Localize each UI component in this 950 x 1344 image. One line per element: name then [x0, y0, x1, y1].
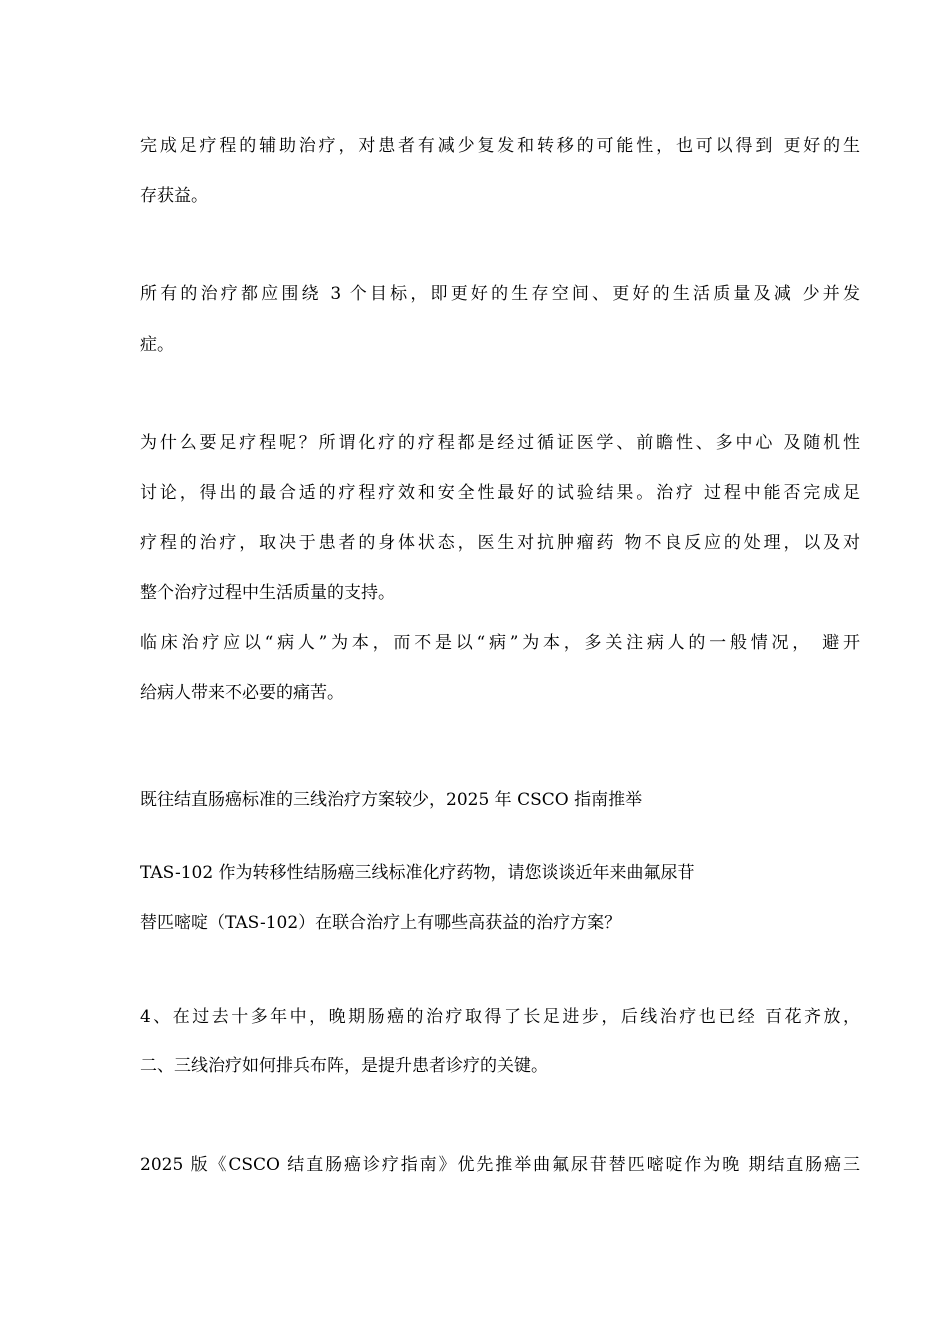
text-line-10: 给病人带来不必要的痛苦。 [140, 683, 344, 703]
text-line-12: TAS-102 作为转移性结肠癌三线标准化疗药物，请您谈谈近年来曲氟尿苷 [140, 863, 695, 883]
text-line-7: 疗程的治疗，取决于患者的身体状态，医生对抗肿瘤药 物不良反应的处理，以及对 [140, 533, 860, 553]
text-line-3: 所有的治疗都应围绕 3 个目标，即更好的生存空间、更好的生活质量及减 少并发 [140, 284, 860, 304]
text-line-8: 整个治疗过程中生活质量的支持。 [140, 583, 395, 603]
text-line-11: 既往结直肠癌标准的三线治疗方案较少，2025 年 CSCO 指南推举 [140, 790, 643, 810]
text-line-1: 完成足疗程的辅助治疗，对患者有减少复发和转移的可能性，也可以得到 更好的生 [140, 136, 860, 156]
text-line-9: 临床治疗应以“病人”为本，而不是以“病”为本，多关注病人的一般情况， 避开 [140, 633, 860, 653]
text-line-14: 4、在过去十多年中，晚期肠癌的治疗取得了长足进步，后线治疗也已经 百花齐放， [140, 1007, 860, 1027]
text-line-16: 2025 版《CSCO 结直肠癌诊疗指南》优先推举曲氟尿苷替匹嘧啶作为晚 期结直肠癌三 [140, 1155, 860, 1175]
text-line-6: 讨论，得出的最合适的疗程疗效和安全性最好的试验结果。治疗 过程中能否完成足 [140, 483, 860, 503]
text-line-2: 存获益。 [140, 186, 208, 206]
text-line-15: 二、三线治疗如何排兵布阵，是提升患者诊疗的关键。 [140, 1056, 548, 1076]
text-line-5: 为什么要足疗程呢？所谓化疗的疗程都是经过循证医学、前瞻性、多中心 及随机性 [140, 433, 860, 453]
text-line-13: 替匹嘧啶（TAS-102）在联合治疗上有哪些高获益的治疗方案？ [140, 913, 622, 933]
text-line-4: 症。 [140, 335, 174, 355]
